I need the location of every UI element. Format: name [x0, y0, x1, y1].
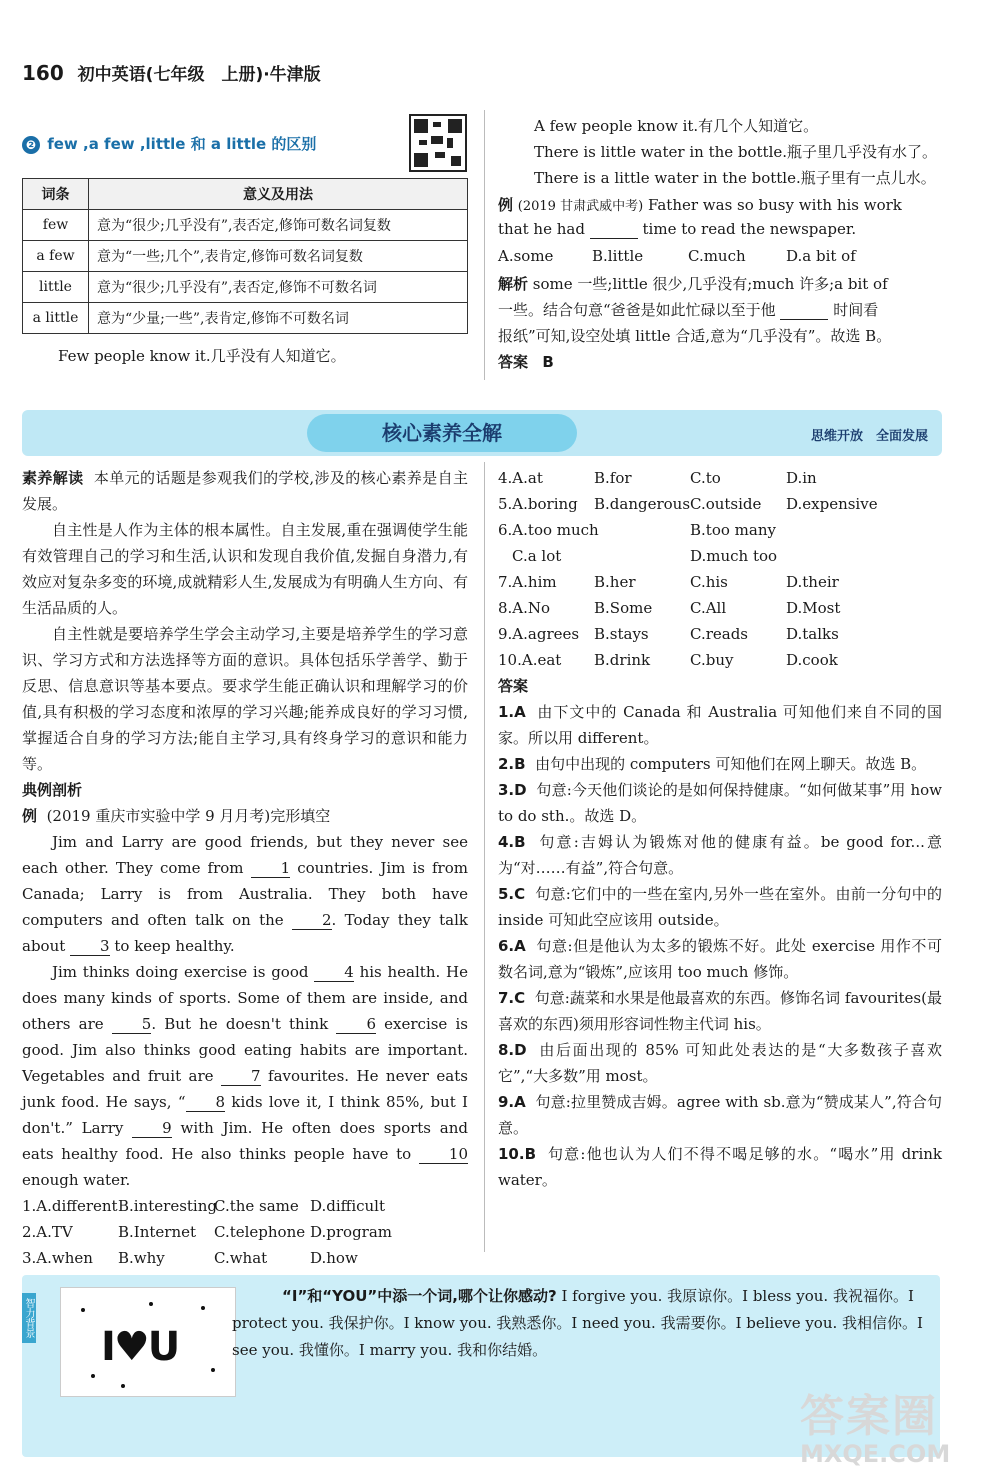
number-badge-icon: ❷ — [22, 136, 40, 154]
option: C.his — [690, 573, 728, 591]
option-row — [498, 465, 942, 491]
option: 8.A.No — [498, 599, 551, 617]
option-row — [498, 517, 942, 543]
option-row — [498, 491, 942, 517]
banner-subtitle: 思维开放 全面发展 — [810, 429, 928, 444]
paragraph: 自主性就是要培养学生学会主动学习,主要是培养学生的学习意识、学习方式和方法选择等方面的意识。具体包括乐学善学、勤于反思、信息意识等基本要点。要求学生能正确认识和理解学习的价值,具有积极的学习态度和浓厚的学习兴趣;能养成良好的学习习惯,掌握适合自身的学习方法;能自主学习,具有终身学习的意识和能力等。 — [22, 625, 468, 773]
answer-item: 3.D 句意:今天他们谈论的是如何保持健康。“如何做某事”用 how to do sth.。故选 D。 — [498, 781, 942, 825]
option: D.a bit of — [786, 247, 856, 265]
decor-dot — [211, 1368, 215, 1372]
answer-number: 5.C — [498, 885, 526, 903]
table-cell-use: 意为“很少;几乎没有”,表否定,修饰可数名词复数 — [89, 210, 468, 241]
section-heading: 典例剖析 — [22, 781, 83, 799]
option: B.Internet — [118, 1223, 197, 1241]
answer-item: 4.B 句意:吉姆认为锻炼对他的健康有益。be good for...意为“对……有益”,符合句意。 — [498, 833, 942, 877]
option: D.in — [786, 469, 817, 487]
option: D.much too — [690, 547, 778, 565]
cloze-paragraph: Jim and Larry are good friends, but they never see each other. They come from 1 countries. Jim is from Canada; Larry is from Australia. They both have computers and often talk on the 2. Today they talk about 3 to keep healthy. — [22, 833, 469, 955]
option: 6.A.too much — [498, 521, 599, 539]
option: B.why — [118, 1249, 165, 1267]
table-cell-use: 意为“少量;一些”,表肯定,修饰不可数名词 — [89, 303, 468, 334]
cloze-blank: 2 — [292, 911, 332, 930]
decor-dot — [201, 1306, 205, 1310]
option: 4.A.at — [498, 469, 543, 487]
option: C.All — [690, 599, 727, 617]
option-row — [22, 1193, 468, 1219]
grammar-title-text: few ,a few ,little 和 a little 的区别 — [47, 135, 317, 153]
answer-number: 1.A — [498, 703, 526, 721]
table-cell-use: 意为“一些;几个”,表肯定,修饰可数名词复数 — [89, 241, 468, 272]
example-options — [498, 247, 856, 265]
option: C.reads — [690, 625, 749, 643]
option: D.how — [310, 1249, 358, 1267]
paragraph: 自主性是人作为主体的根本属性。自主发展,重在强调使学生能有效管理自己的学习和生活,认识和发现自我价值,发掘自身潜力,有效应对复杂多变的环境,成就精彩人生,发展成为有明确人生方向、有生活品质的人。 — [22, 521, 468, 617]
option-row — [498, 595, 942, 621]
cloze-paragraph: Jim thinks doing exercise is good 4 his health. He does many kinds of sports. Some of them are inside, and others are 5. But he doesn't think 6 exercise is good. Jim also thinks good eating habits are important. Vegetables and fruit are 7 favourites. He never eats junk food. He says, “ 8 kids love it, I think 85%, but I don't.” Larry 9 with Jim. He often does sports and eats healthy food. He also thinks people have to 10 enough water. — [22, 963, 468, 1189]
option-row — [498, 569, 942, 595]
table-cell-term: a few — [23, 241, 89, 272]
table-row — [23, 210, 468, 241]
option: C.a lot — [512, 547, 562, 565]
watermark-logo — [800, 1380, 990, 1468]
table-cell-term: a little — [23, 303, 89, 334]
option-row — [22, 1245, 468, 1271]
pic-text: I♥U — [101, 1324, 179, 1370]
cloze-blank: 1 — [251, 859, 291, 878]
section-label: 素养解读 — [22, 469, 84, 487]
column-divider — [484, 110, 485, 380]
option: C.the same — [214, 1197, 299, 1215]
answer-item: 2.B 由句中出现的 computers 可知他们在网上聊天。故选 B。 — [498, 755, 927, 773]
example-question-cont: that he had time to read the newspaper. — [498, 220, 857, 238]
answer-line — [498, 351, 554, 372]
box-text — [232, 1283, 932, 1364]
table-header: 词条 — [23, 179, 89, 210]
option: 2.A.TV — [22, 1223, 73, 1241]
table-header-row — [23, 179, 468, 210]
option-row — [22, 1219, 468, 1245]
answer-blank — [780, 301, 828, 320]
table-row — [23, 303, 468, 334]
option: C.what — [214, 1249, 268, 1267]
decor-dot — [121, 1384, 125, 1388]
decor-dot — [81, 1308, 85, 1312]
table-cell-term: few — [23, 210, 89, 241]
analysis-line: 解析 some 一些;little 很少,几乎没有;much 许多;a bit of — [498, 275, 888, 293]
option: 3.A.when — [22, 1249, 93, 1267]
table-cell-term: little — [23, 272, 89, 303]
cloze-blank: 8 — [186, 1093, 226, 1112]
option-row — [498, 543, 942, 569]
option: B.too many — [690, 521, 776, 539]
book-title: 初中英语(七年级 上册)·牛津版 — [77, 65, 321, 85]
option: 10.A.eat — [498, 651, 562, 669]
example-source: (2019 甘肃武威中考) — [517, 199, 644, 214]
qr-code-icon[interactable] — [409, 114, 467, 172]
analysis-label: 解析 — [498, 275, 529, 293]
cloze-blank: 9 — [132, 1119, 172, 1138]
answer-number: 8.D — [498, 1041, 527, 1059]
option: C.to — [690, 469, 721, 487]
cloze-blank: 3 — [70, 937, 110, 956]
cloze-blank: 4 — [314, 963, 354, 982]
column-divider — [484, 462, 485, 1252]
option: A.some — [498, 247, 554, 265]
option: 1.A.different — [22, 1197, 118, 1215]
example-label: 例 — [22, 807, 38, 825]
example-sentence: Few people know it.几乎没有人知道它。 — [58, 347, 346, 365]
answer-number: 9.A — [498, 1093, 526, 1111]
answer-number: 3.D — [498, 781, 527, 799]
answer-number: 7.C — [498, 989, 526, 1007]
answer-heading: 答案 — [498, 677, 529, 695]
left-column — [22, 465, 468, 1271]
example-source: (2019 重庆市实验中学 9 月月考)完形填空 — [46, 807, 331, 825]
option: 9.A.agrees — [498, 625, 580, 643]
example-label: 例 — [498, 196, 514, 214]
option: C.outside — [690, 495, 762, 513]
option: B.Some — [594, 599, 653, 617]
option: D.their — [786, 573, 839, 591]
answer-blank — [590, 220, 638, 239]
answer-label: 答案 — [498, 353, 529, 371]
answer-number: 4.B — [498, 833, 526, 851]
answer-number: 10.B — [498, 1145, 537, 1163]
example-sentence: There is a little water in the bottle.瓶子里有一点儿水。 — [534, 169, 936, 187]
answer-item: 10.B 句意:他也认为人们不得不喝足够的水。“喝水”用 drink water。 — [498, 1145, 942, 1189]
cloze-blank: 7 — [221, 1067, 261, 1086]
answer-value: B — [542, 353, 554, 371]
watermark-text: 答案圈 — [800, 1391, 938, 1442]
box-tag: 智力背景 — [22, 1293, 36, 1343]
option: C.much — [688, 247, 746, 265]
page-number: 160 — [22, 61, 64, 85]
option: B.for — [594, 469, 632, 487]
right-column — [498, 465, 942, 1193]
option: D.difficult — [310, 1197, 385, 1215]
i-love-you-image — [60, 1287, 236, 1397]
usage-table — [22, 178, 468, 334]
paragraph: 素养解读 本单元的话题是参观我们的学校,涉及的核心素养是自主发展。 — [22, 469, 468, 513]
page-header — [22, 60, 321, 85]
option: D.talks — [786, 625, 839, 643]
option: B.little — [592, 247, 644, 265]
option-row — [498, 621, 942, 647]
option: D.Most — [786, 599, 841, 617]
example-question — [498, 194, 902, 215]
decor-dot — [149, 1302, 153, 1306]
option: D.expensive — [786, 495, 878, 513]
option: B.drink — [594, 651, 651, 669]
cloze-blank: 10 — [419, 1145, 468, 1164]
answer-item: 8.D 由后面出现的 85% 可知此处表达的是“大多数孩子喜欢它”,“大多数”用 most。 — [498, 1041, 942, 1085]
example-sentence: There is little water in the bottle.瓶子里几乎没有水了。 — [534, 143, 938, 161]
option: B.her — [594, 573, 636, 591]
option: D.cook — [786, 651, 838, 669]
box-title: “I”和“YOU”中添一个词,哪个让你感动? — [282, 1287, 557, 1305]
table-row — [23, 272, 468, 303]
option: 5.A.boring — [498, 495, 578, 513]
option: C.buy — [690, 651, 734, 669]
table-cell-use: 意为“很少;几乎没有”,表否定,修饰不可数名词 — [89, 272, 468, 303]
option: B.dangerous — [594, 495, 691, 513]
grammar-title — [22, 133, 316, 154]
example-header — [22, 803, 468, 829]
option: D.program — [310, 1223, 393, 1241]
answer-item: 7.C 句意:蔬菜和水果是他最喜欢的东西。修饰名词 favourites(最喜欢的东西)须用形容词性物主代词 his。 — [498, 989, 942, 1033]
option: B.interesting — [118, 1197, 217, 1215]
table-header: 意义及用法 — [89, 179, 468, 210]
example-sentence: A few people know it.有几个人知道它。 — [534, 117, 819, 135]
answer-item: 5.C 句意:它们中的一些在室内,另外一些在室外。由前一分句中的 inside 可知此空应该用 outside。 — [498, 885, 942, 929]
watermark-url: MXQE.COM — [800, 1440, 951, 1468]
cloze-blank: 6 — [336, 1015, 376, 1034]
answer-item: 6.A 句意:但是他认为太多的锻炼不好。此处 exercise 用作不可数名词,意为“锻炼”,应该用 too much 修饰。 — [498, 937, 942, 981]
table-row — [23, 241, 468, 272]
answer-item: 1.A 由下文中的 Canada 和 Australia 可知他们来自不同的国家。所以用 different。 — [498, 703, 942, 747]
option: C.telephone — [214, 1223, 306, 1241]
analysis-line: 报纸”可知,设空处填 little 合适,意为“几乎没有”。故选 B。 — [498, 327, 892, 345]
decor-dot — [91, 1374, 95, 1378]
cloze-blank: 5 — [112, 1015, 152, 1034]
section-banner — [22, 410, 942, 456]
answer-item: 9.A 句意:拉里赞成吉姆。agree with sb.意为“赞成某人”,符合句意。 — [498, 1093, 942, 1137]
banner-title: 核心素养全解 — [307, 414, 577, 452]
option: B.stays — [594, 625, 649, 643]
option: 7.A.him — [498, 573, 557, 591]
option-row — [498, 647, 942, 673]
answer-number: 6.A — [498, 937, 526, 955]
answer-number: 2.B — [498, 755, 526, 773]
analysis-line: 一些。结合句意“爸爸是如此忙碌以至于他 时间看 — [498, 301, 879, 319]
box-body: I forgive you. 我原谅你。I bless you. 我祝福你。I protect you. 我保护你。I know you. 我熟悉你。I need you. 我需要你。I believe you. 我相信你。I see you. 我懂你。I marry you. 我和你结婚。 — [232, 1287, 923, 1359]
example-text: Father was so busy with his work — [647, 196, 902, 214]
